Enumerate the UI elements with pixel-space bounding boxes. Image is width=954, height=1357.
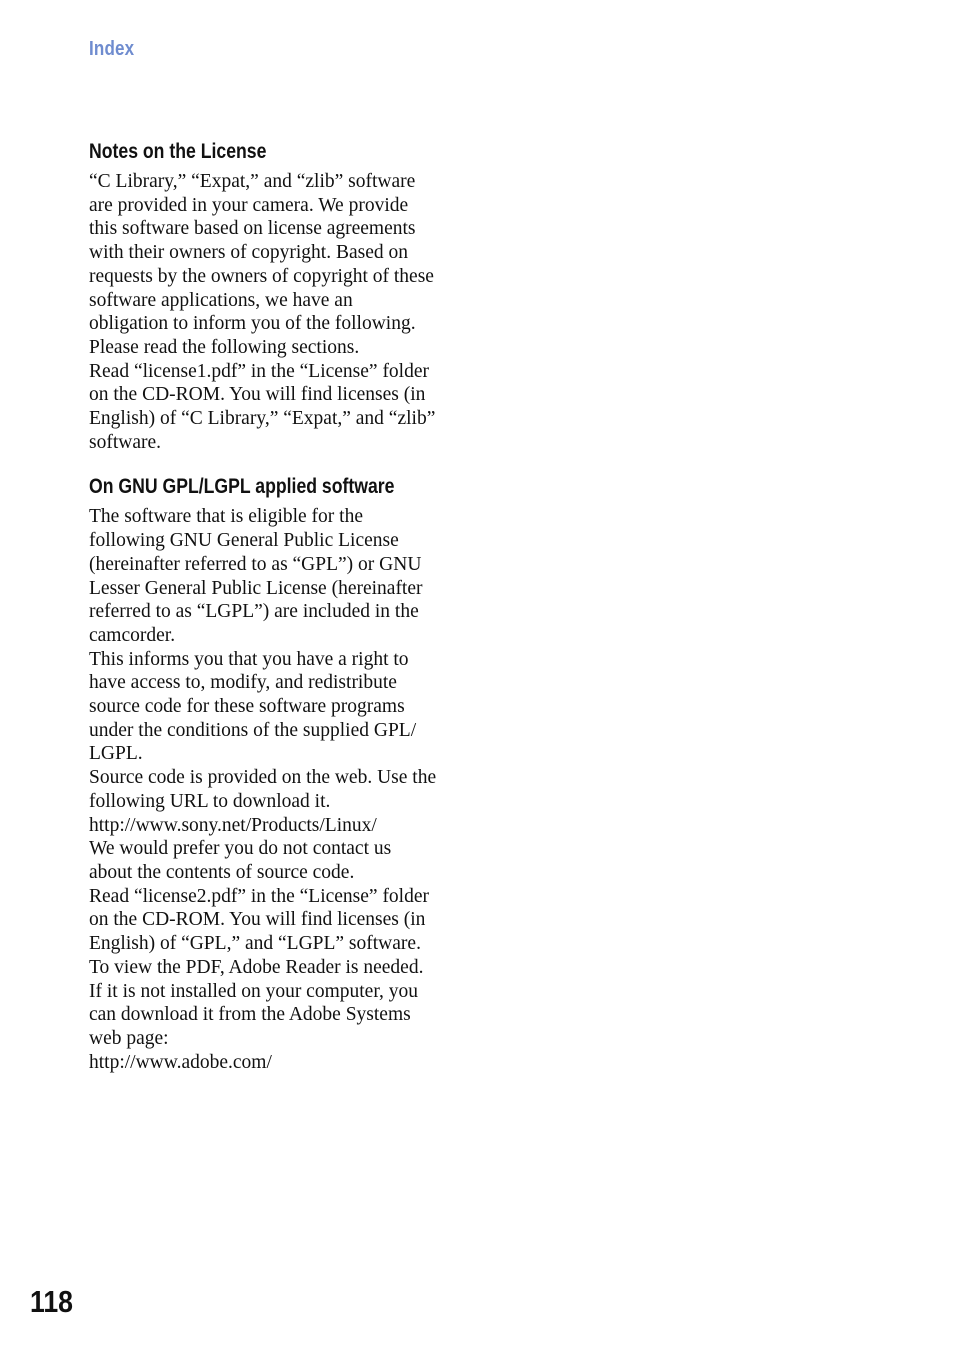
index-link[interactable]: Index	[89, 38, 135, 60]
text-line: LGPL.	[89, 743, 143, 765]
section-body-gnu-gpl	[89, 505, 464, 1074]
text-line: this software based on license agreements	[89, 218, 416, 240]
text-line: can download it from the Adobe Systems	[89, 1004, 411, 1026]
text-line: (hereinafter referred to as “GPL”) or GNU	[89, 553, 422, 575]
page-number: 118	[30, 1284, 74, 1319]
text-line: Read “license2.pdf” in the “License” folder	[89, 885, 430, 907]
text-line: To view the PDF, Adobe Reader is needed.	[89, 956, 424, 978]
text-line: requests by the owners of copyright of these	[89, 265, 434, 287]
text-line: on the CD-ROM. You will find licenses (in	[89, 909, 426, 931]
adobe-url[interactable]: http://www.adobe.com/	[89, 1051, 272, 1073]
text-line: We would prefer you do not contact us	[89, 838, 392, 860]
text-line: “C Library,” “Expat,” and “zlib” software	[89, 171, 416, 192]
main-column	[89, 138, 464, 1074]
text-line: English) of “C Library,” “Expat,” and “zlib”	[89, 408, 436, 430]
text-line: English) of “GPL,” and “LGPL” software.	[89, 933, 421, 955]
text-line: Source code is provided on the web. Use the	[89, 767, 437, 789]
text-line: with their owners of copyright. Based on	[89, 242, 408, 264]
section-heading-license-notes: Notes on the License	[89, 140, 267, 163]
text-line: obligation to inform you of the following.	[89, 313, 416, 335]
sony-linux-url[interactable]: http://www.sony.net/Products/Linux/	[89, 814, 377, 836]
text-line: web page:	[89, 1027, 169, 1049]
text-line: The software that is eligible for the	[89, 506, 363, 528]
section-body-license-notes	[89, 170, 464, 454]
text-line: under the conditions of the supplied GPL/	[89, 719, 417, 741]
section-heading-gnu-gpl: On GNU GPL/LGPL applied software	[89, 475, 395, 499]
text-line: following URL to download it.	[89, 790, 331, 812]
text-line: about the contents of source code.	[89, 861, 355, 883]
text-line: software applications, we have an	[89, 289, 353, 311]
text-line: This informs you that you have a right to	[89, 648, 409, 670]
text-line: following GNU General Public License	[89, 530, 399, 552]
text-line: camcorder.	[89, 624, 176, 646]
text-line: software.	[89, 431, 162, 453]
text-line: referred to as “LGPL”) are included in the	[89, 601, 419, 623]
text-line: have access to, modify, and redistribute	[89, 672, 397, 694]
text-line: If it is not installed on your computer, you	[89, 980, 419, 1002]
text-line: Lesser General Public License (hereinafter	[89, 577, 423, 599]
text-line: on the CD-ROM. You will find licenses (in	[89, 384, 426, 406]
text-line: Please read the following sections.	[89, 336, 360, 358]
text-line: are provided in your camera. We provide	[89, 194, 409, 216]
text-line: source code for these software programs	[89, 696, 405, 718]
text-line: Read “license1.pdf” in the “License” folder	[89, 360, 430, 382]
